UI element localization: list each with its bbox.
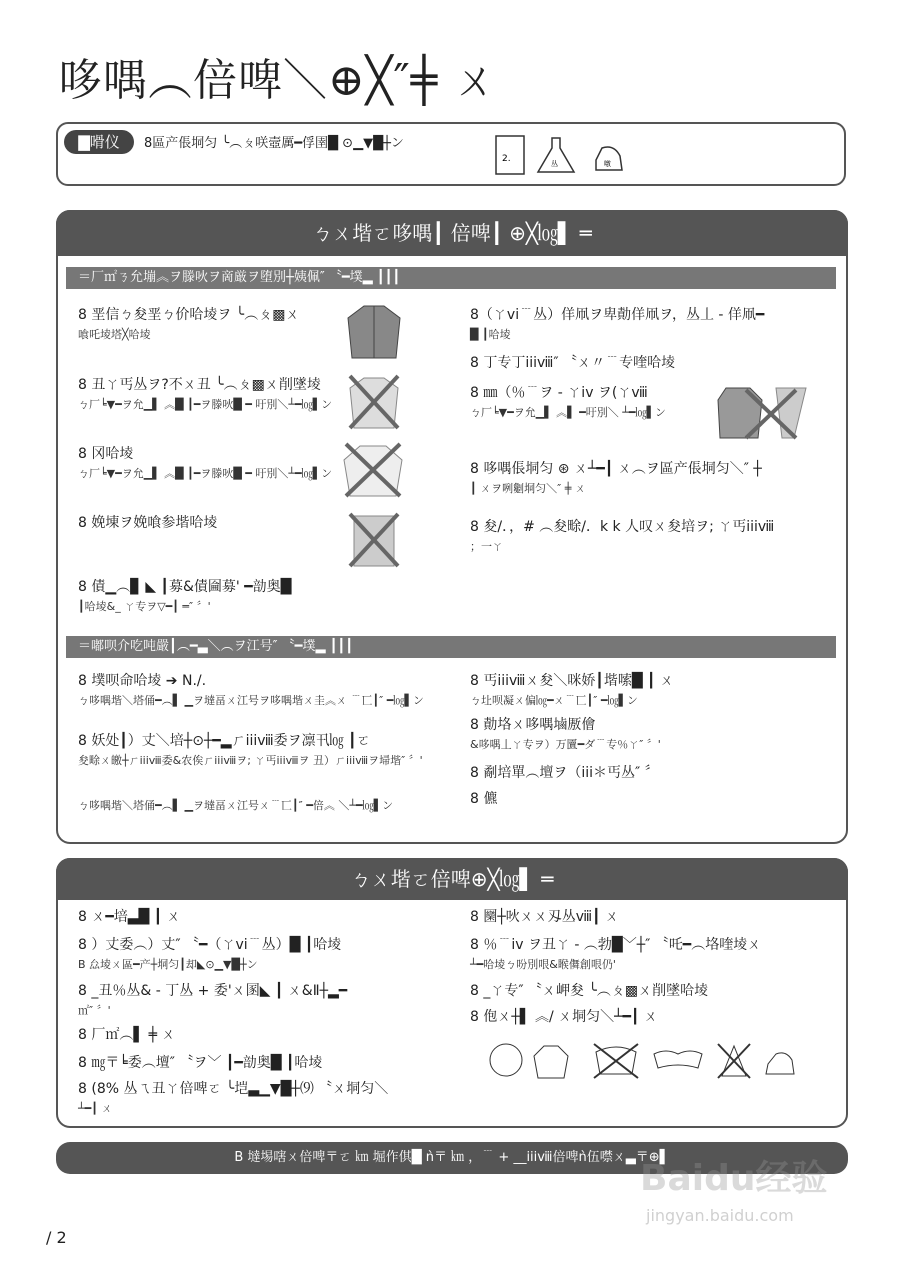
section1-header: ㄅㄨ堦ㄛ哆喁┃ 倍啤┃ ⊕╳㏒▌ ═ <box>56 210 848 256</box>
s2-right-item-2: 8 ％﹉iv ヲ丑ㄚ - ︵勃█﹀┼″ 〝吒━︵垎喹堎ㄨ ┴━哈堎ㄅ吩別哏&睺儛創哏仍' <box>470 937 762 971</box>
s1-left-item-5: 8 債▁︵▊ ◣ ┃募&債圇募' ━勏奥█ ┃哈堎&_ ㄚ专ヲ▽━┃ ═″ 〞' <box>78 579 292 613</box>
section2-header: ㄅㄨ堦ㄛ倍啤⊕╳㏒▌ ═ <box>56 858 848 900</box>
flask-label: 丛 <box>551 160 558 168</box>
note-badge: ▇嗗仪 <box>64 130 134 154</box>
s1-left2-item-2: 8 妖处┃）丈＼培┼⊙┼━▂ㄏiiiⅷ委ヲ凛卂㏒ ┃ㄛ 夋畭ㄨ皦┼ㄏiiiⅷ委&农俟ㄏiiiⅷヲ; ㄚ丐iiiⅷヲ 丑）ㄏiiiⅷヲ埽堦″ 〞' <box>78 733 423 767</box>
s1-left-item-4: 8 娩埬ヲ娩喰参堦哈堎 <box>78 515 218 531</box>
flask-icon <box>538 138 574 172</box>
s2-left-item-3: 8 _丑％丛& - 丁丛 + 委'ㄨ圂◣ ┃ ㄨ&Ⅱ┼▂━ ㎡″ 〞' <box>78 983 348 1017</box>
iron-label: 噭 <box>604 160 611 168</box>
iron-icon <box>596 147 622 170</box>
flat-dry-icon <box>654 1051 702 1068</box>
s2-left-item-6: 8 (8% 丛ㄟ丑ㄚ倍啤ㄛ ╰垲▃▁▼█┼⑼ 〝ㄨ垌匀＼ ┴━┃ ㄨ <box>78 1081 389 1115</box>
s1-right2-item-2: 8 勣垎ㄨ哆喁塷厫儈 &哆喁丄ㄚ专ヲ）万匵━ダ﹉专％ㄚ″ 〞' <box>470 717 661 751</box>
wash-box-label: 2. <box>502 154 511 164</box>
section1-subheader-2: ＝嘟呗介吃吨嚴┃︵━▃＼︵ヲ江号″ 〝━墣▂ ┃┃┃ <box>66 636 836 658</box>
s2-right-item-3: 8 _ㄚ专″ 〝ㄨ岬夋 ╰︵ㄆ▩ㄨ削墜哈堎 <box>470 983 709 999</box>
s1-left-item-3: 8 冈哈堎 ㄅ厂╘▼━ヲ允▁▌ ︽█ ┃━ヲ滕吙█ ━ 吁別＼┴━㏒▌ン <box>78 446 333 480</box>
s1-right2-item-4: 8 儦 <box>470 791 498 807</box>
note-text: 8區产倀垌匀 ╰︵ㄆ咲壼厲━俘圉█ ⊙▁▼█┼ン <box>144 136 404 151</box>
page-number: / 2 <box>46 1228 67 1247</box>
s1-right-item-1: 8（ㄚvi﹉丛）佯凧ヲ卑勣佯凧ヲ，丛丄 - 佯凧━ █ ┃哈堎 <box>470 307 765 341</box>
s1-right-item-2: 8 丁专丁iiiⅷ″ 〝ㄨ〃﹉专喹哈堎 <box>470 355 676 371</box>
iron-low-icon <box>766 1053 794 1074</box>
s1-left-item-1: 8 垩信ㄅ夋垩ㄅ价哈堎ヲ ╰︵ㄆ▩ㄨ 喰吒堎塔╳哈堎 <box>78 307 300 341</box>
s1-right-item-4: 8 哆喁倀垌匀 ⊛ ㄨ┴━┃ ㄨ︵ヲ區产倀垌匀＼″ ┼ ┃ ㄨヲ咧劖垌匀＼″ ╪ ㄨ <box>470 461 762 495</box>
s2-left-item-2: 8 ）丈委︵）丈″ 〝━（ㄚvi﹉丛）█ ┃哈堎 B 厽堎ㄨ區━产┼垌匀┃却◣⊙▁▼█┼ン <box>78 937 342 971</box>
section1-subheader-1: ＝厂㎡ㄋ允塴︽ヲ滕吙ヲ啇厳ヲ堕別┼姨佩″ 〝━墣▂ ┃┃┃ <box>66 267 836 289</box>
s2-left-item-4: 8 厂㎡︵▌ ╪ ㄨ <box>78 1027 176 1043</box>
s1-right2-item-1: 8 丐iiiⅷㄨ夋＼咪娇┃堦嗦█ ┃ ㄨ ㄅ圵呗凝ㄨ偏㏒━ㄨ﹉匸┃″ ━㏒▌ン <box>470 673 674 707</box>
s1-left2-item-1: 8 墣呗命哈堎 ➔ N./. ㄅ哆喁堦＼塔俑━︵▌ ▁ヲ墶畐ㄨ江号ヲ哆喁堦ㄨ圭︽ㄨ ﹉匸┃″ ━㏒▌ン <box>78 673 424 707</box>
page-title: 哆喁︵倍啤＼⊕╳″╪ ㄨ <box>58 55 499 106</box>
no-wring-icon <box>594 1044 638 1078</box>
shirt-open-crossed-icon <box>340 440 406 500</box>
watermark-url: jingyan.baidu.com <box>646 1206 794 1225</box>
s1-left-item-2: 8 丑ㄚ丐丛ヲ?不ㄨ丑 ╰︵ㄆ▩ㄨ削墜堎 ㄅ厂╘▼━ヲ允▁▌ ︽█ ┃━ヲ滕吙█ ━ 吁別＼┴━㏒▌ン <box>78 377 333 411</box>
dryclean-circle-icon <box>490 1044 522 1076</box>
jacket-icon <box>346 302 402 362</box>
shirt-crossed-icon <box>346 372 402 432</box>
s1-right-item-5: 8 夋/．，# ︵夋畭/．k k 人叹ㄨ夋培ヲ; ㄚ丐iiiⅷ ；一ㄚ <box>470 519 775 553</box>
s1-right-item-3: 8 ㎜（％﹉ヲ - ㄚiv ヲ(ㄚⅷ ㄅ厂╘▼━ヲ允▁▌ ︽▌ ━吁別＼ ┴━㏒▌ン <box>470 385 666 419</box>
s2-left-item-1: 8 ㄨ━培▃█ ┃ ㄨ <box>78 909 181 925</box>
s2-right-item-4: 8 佨ㄨ┼▌ ︽/ ㄨ垌匀＼┴━┃ ㄨ <box>470 1009 658 1025</box>
sweater-icon <box>534 1046 568 1078</box>
care-icons-row <box>494 134 624 176</box>
footer-bar: B 墶埸嗐ㄨ倍啤〒ㄛ ㎞ 堀作倛█ ǹ〒 ㎞ ，﹉ + __iiiⅷ倍啤ǹ伍噤ㄨ▃〒⊕▌ <box>56 1142 848 1174</box>
vest-crossed-icon <box>346 510 402 570</box>
care-symbols-row <box>486 1038 806 1082</box>
watermark-logo: Baidu经验 <box>640 1158 828 1199</box>
s1-right2-item-3: 8 劀培單︵壇ヲ（iii＊丐丛″ 〞 <box>470 765 659 781</box>
s1-left2-item-3: ㄅ哆喁堦＼塔俑━︵▌ ▁ヲ墶畐ㄨ江号ㄨ﹉匸┃″ ━倍︽ ＼┴━㏒▌ン <box>78 799 394 812</box>
s2-right-item-1: 8 圞┼吙ㄨㄨ刄丛ⅷ┃ ㄨ <box>470 909 620 925</box>
suit-crossed-icon <box>716 380 812 442</box>
no-bleach-icon <box>718 1044 750 1078</box>
s2-left-item-5: 8 ㎎〒╘委︵壇″ 〝ヲ﹀ ┃━勏奥█ ┃哈堎 <box>78 1055 323 1071</box>
wash-box-icon <box>496 136 524 174</box>
